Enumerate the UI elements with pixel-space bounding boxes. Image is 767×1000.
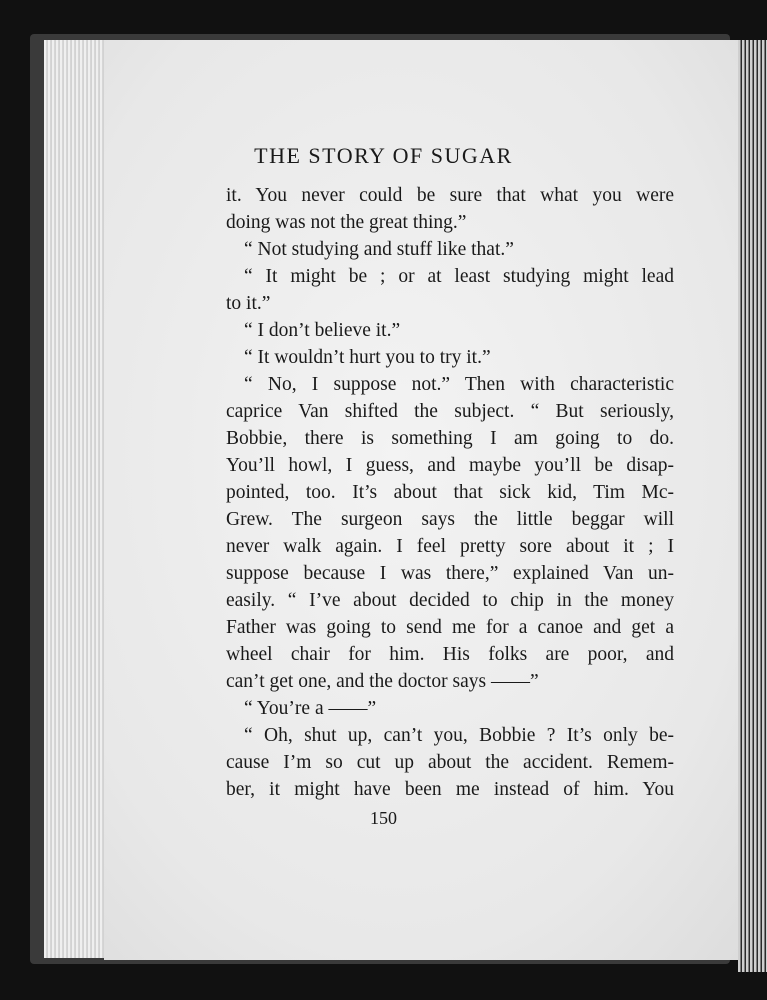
page-number: 150	[370, 808, 397, 828]
text-line: caprice Van shifted the subject. “ But seriously,	[226, 401, 674, 422]
text-line: to it.”	[226, 293, 271, 314]
text-line: easily. “ I’ve about decided to chip in the money	[226, 590, 674, 611]
text-line: suppose because I was there,” explained Van un-	[226, 563, 674, 584]
text-line: cause I’m so cut up about the accident. Remem-	[226, 752, 674, 773]
text-line: Father was going to send me for a canoe and get a	[226, 617, 674, 638]
text-line: Grew. The surgeon says the little beggar will	[226, 509, 674, 530]
text-line: it. You never could be sure that what you were	[226, 185, 674, 206]
text-line: ber, it might have been me instead of him. You	[226, 779, 674, 800]
text-line: You’ll howl, I guess, and maybe you’ll be disap-	[226, 455, 674, 476]
text-line: pointed, too. It’s about that sick kid, Tim Mc-	[226, 482, 674, 503]
text-line: “ I don’t believe it.”	[244, 320, 401, 341]
text-line: “ Oh, shut up, can’t you, Bobbie ? It’s only be-	[244, 725, 674, 746]
text-line: can’t get one, and the doctor says ——”	[226, 671, 539, 692]
body-text	[226, 182, 674, 803]
facing-page-edge	[738, 40, 767, 972]
running-head: THE STORY OF SUGAR	[254, 143, 513, 168]
text-line: “ You’re a ——”	[244, 698, 377, 719]
text-line: wheel chair for him. His folks are poor, and	[226, 644, 674, 665]
text-line: “ It wouldn’t hurt you to try it.”	[244, 347, 491, 368]
text-line: doing was not the great thing.”	[226, 212, 467, 233]
text-line: “ Not studying and stuff like that.”	[244, 239, 514, 260]
text-line: “ No, I suppose not.” Then with characteristic	[244, 374, 674, 395]
text-line: “ It might be ; or at least studying might lead	[244, 266, 674, 287]
text-line: never walk again. I feel pretty sore about it ; I	[226, 536, 674, 557]
text-line: Bobbie, there is something I am going to do.	[226, 428, 674, 449]
